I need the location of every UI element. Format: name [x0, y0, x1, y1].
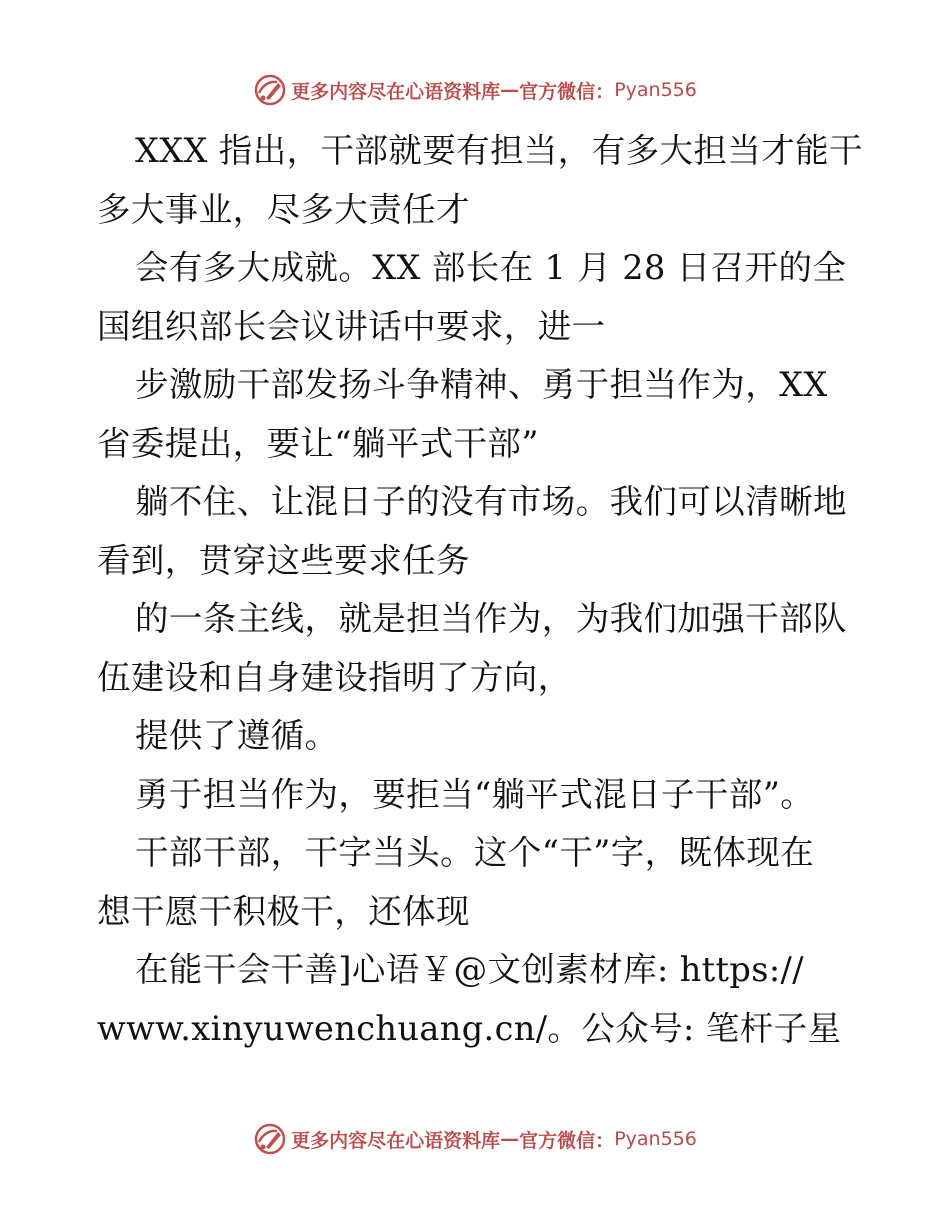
text-line: 勇于担当作为，要拒当“躺平式混日子干部”。 [135, 774, 815, 814]
pen-logo-icon [253, 1122, 287, 1156]
text-line: 干部干部，干字当头。这个“干”字，既体现在 [135, 833, 815, 872]
text-line: 在能干会干善]心语￥@文创素材库: https:// [135, 950, 804, 989]
text-line: 国组织部长会议讲话中要求，进一 [97, 306, 606, 346]
text-line: 伍建设和自身建设指明了方向， [97, 657, 572, 697]
text-line: 的一条主线，就是担当作为，为我们加强干部队 [135, 599, 847, 638]
banner-wechat-id: Pyan556 [614, 1128, 697, 1150]
text-line: 提供了遵循。 [135, 716, 339, 755]
text-line: 会有多大成就。XX 部长在 1 月 28 日召开的全 [135, 248, 847, 287]
banner-dash: — [500, 79, 520, 101]
banner-wechat-id: Pyan556 [614, 79, 697, 101]
text-line: 想干愿干积极干，还体现 [97, 891, 470, 931]
text-line: 多大事业，尽多大责任才 [97, 189, 470, 229]
text-line: 看到，贯穿这些要求任务 [97, 540, 470, 580]
pen-logo-icon [253, 73, 287, 107]
document-body [97, 122, 863, 1058]
banner-wechat-label: 官方微信： [519, 80, 615, 103]
banner-wechat-label: 官方微信： [519, 1129, 615, 1152]
text-line: 躺不住、让混日子的没有市场。我们可以清晰地 [135, 482, 847, 521]
text-line: XXX 指出，干部就要有担当，有多大担当才能干 [135, 131, 863, 170]
header-watermark-banner [0, 70, 950, 110]
banner-title: 更多内容尽在心语资料库 [291, 1129, 501, 1152]
footer-watermark-banner [0, 1119, 950, 1159]
url-text-line: www.xinyuwenchuang.cn/。公众号: 笔杆子星 [97, 1008, 842, 1048]
text-line: 省委提出，要让“躺平式干部” [97, 423, 539, 463]
banner-dash: — [500, 1128, 520, 1150]
text-line: 步激励干部发扬斗争精神、勇于担当作为，XX [135, 365, 828, 404]
banner-title: 更多内容尽在心语资料库 [291, 80, 501, 103]
